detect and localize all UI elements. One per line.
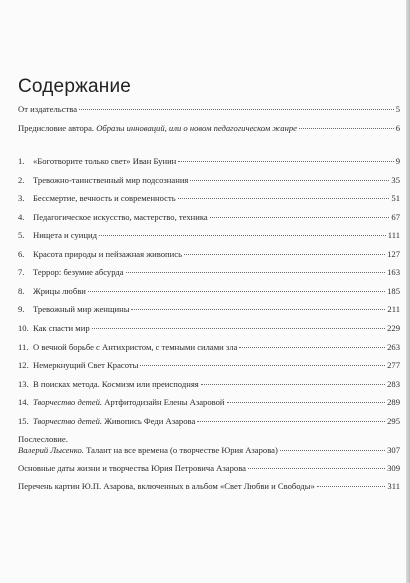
chapter-number: 14. — [18, 397, 29, 408]
toc-chapter-entry — [18, 156, 400, 167]
chapter-title: Тревожно-таинственный мир подсознания — [33, 174, 189, 185]
chapter-number: 5. — [18, 230, 25, 241]
afterword-author: Валерий Лысенко. — [18, 445, 84, 455]
chapter-number: 3. — [18, 193, 25, 204]
toc-chapter-entry — [18, 193, 400, 204]
toc-page-number: 283 — [387, 378, 400, 389]
afterword-title: Талант на все времена (о творчестве Юрия Азарова) — [83, 445, 278, 455]
chapter-title: Педагогическое искусство, мастерство, техника — [33, 211, 208, 222]
chapter-number: 9. — [18, 304, 25, 315]
toc-page-number: 229 — [387, 322, 400, 333]
toc-page-number: 5 — [395, 104, 400, 114]
toc-page-number: 295 — [387, 415, 400, 426]
dot-leader — [299, 128, 394, 129]
chapter-number: 10. — [18, 322, 29, 333]
chapter-number: 2. — [18, 174, 25, 185]
dot-leader — [131, 309, 385, 310]
chapter-title: Тревожный мир женщины — [33, 304, 130, 315]
toc-page-number: 163 — [387, 267, 400, 278]
toc-page-number: 127 — [387, 248, 400, 259]
dot-leader — [280, 450, 385, 451]
chapter-title: Немеркнущий Свет Красоты — [33, 360, 139, 371]
toc-chapter-entry — [18, 286, 400, 297]
preface-label: Предисловие автора. — [18, 123, 97, 133]
dot-leader — [126, 272, 386, 273]
chapter-title: О вечной борьбе с Антихристом, с темными силами зла — [33, 341, 238, 352]
dot-leader — [248, 468, 385, 469]
dot-leader — [210, 217, 390, 218]
toc-page-number: 311 — [387, 481, 400, 491]
dot-leader — [184, 254, 385, 255]
toc-entry-text: Перечень картин Ю.П. Азарова, включенных в альбом «Свет Любви и Свободы» — [18, 481, 315, 491]
page-edge-shadow — [406, 0, 410, 583]
chapter-number: 13. — [18, 378, 29, 389]
toc-page-number: 307 — [387, 445, 400, 455]
chapter-title: «Боготворите только свет» Иван Бунин — [33, 156, 177, 166]
toc-chapter-entry — [18, 212, 400, 223]
toc-chapter-entry — [18, 416, 400, 427]
page-title: Содержание — [18, 76, 132, 97]
toc-entry-preface — [18, 123, 400, 134]
toc-entry-paintings — [18, 481, 400, 492]
toc-entry-publisher — [18, 104, 400, 115]
dot-leader — [227, 402, 386, 403]
toc-page-number: 309 — [387, 463, 400, 473]
chapter-title: Нищета и суицид — [33, 230, 97, 241]
preface-title: Образы инноваций, или о новом педагогическом жанре — [96, 123, 297, 133]
dot-leader — [99, 235, 386, 236]
chapter-number: 11. — [18, 341, 29, 352]
toc-entry-text: Основные даты жизни и творчества Юрия Петровича Азарова — [18, 463, 246, 473]
toc-page-number: 9 — [395, 156, 400, 166]
toc-entry-text — [18, 123, 297, 134]
chapter-title-plain: Живопись Феди Азарова — [102, 415, 196, 426]
chapter-title — [33, 397, 225, 408]
chapter-number: 6. — [18, 248, 25, 259]
dot-leader — [197, 421, 385, 422]
toc-entry-afterword — [18, 445, 400, 456]
toc-page-number: 211 — [387, 304, 400, 315]
dot-leader — [140, 365, 385, 366]
chapter-title: Жрицы любви — [33, 285, 86, 296]
dot-leader — [190, 180, 389, 181]
toc-chapter-entry — [18, 397, 400, 408]
chapter-number: 8. — [18, 285, 25, 296]
toc-page-number: 6 — [395, 123, 400, 133]
chapter-title-italic: Творчество детей. — [33, 397, 103, 408]
toc-page-number: 67 — [391, 211, 400, 222]
chapter-title: Как спасти мир — [33, 322, 90, 333]
toc-chapter-entry — [18, 379, 400, 390]
dot-leader — [317, 486, 386, 487]
toc-chapter-entry — [18, 175, 400, 186]
chapter-number: 15. — [18, 415, 29, 426]
toc-page-number: 289 — [387, 397, 400, 408]
dot-leader — [88, 291, 385, 292]
chapter-title: Красота природы и пейзажная живопись — [33, 248, 182, 259]
toc-page-number: 263 — [387, 341, 400, 352]
dot-leader — [201, 384, 385, 385]
toc-page-number: 51 — [391, 193, 400, 204]
chapter-number: 4. — [18, 211, 25, 222]
toc-chapter-entry — [18, 304, 400, 315]
toc-chapter-entry — [18, 323, 400, 334]
chapter-title: Террор: безумие абсурда — [33, 267, 124, 278]
toc-page-number: 111 — [387, 230, 400, 241]
chapter-number: 7. — [18, 267, 25, 278]
chapter-title — [33, 416, 195, 427]
toc-page-number: 277 — [387, 360, 400, 371]
toc-entry-text — [18, 445, 278, 456]
toc-page-number: 185 — [387, 285, 400, 296]
toc-entry-text: От издательства — [18, 104, 78, 114]
chapter-title-italic: Творчество детей. — [33, 415, 103, 426]
chapter-title-plain: Артфитодизайн Елены Азаровой — [102, 397, 225, 408]
chapter-number: 1. — [18, 156, 25, 166]
dot-leader — [239, 347, 385, 348]
toc-chapter-entry — [18, 360, 400, 371]
toc-chapter-entry — [18, 230, 400, 241]
toc-page-number: 35 — [391, 174, 400, 185]
chapter-number: 12. — [18, 360, 29, 371]
toc-chapter-entry — [18, 267, 400, 278]
dot-leader — [178, 198, 390, 199]
toc-entry-dates — [18, 463, 400, 474]
dot-leader — [92, 328, 385, 329]
toc-chapter-entry — [18, 342, 400, 353]
dot-leader — [178, 161, 393, 162]
dot-leader — [79, 109, 394, 110]
chapter-title: Бессмертие, вечность и современность — [33, 193, 176, 204]
toc-chapter-entry — [18, 249, 400, 260]
chapter-title: В поисках метода. Космизм или преисподняя — [33, 378, 199, 389]
afterword-label: Послесловие. — [18, 434, 68, 444]
